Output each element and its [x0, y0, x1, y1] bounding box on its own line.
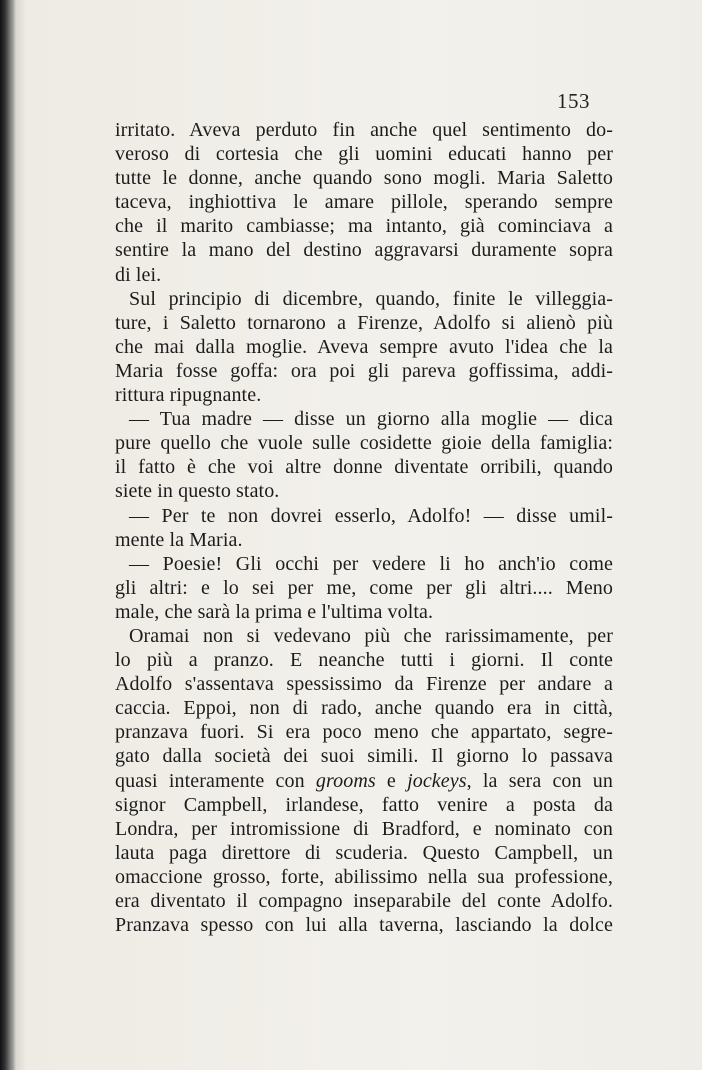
- text-line: Oramai non si vedevano più che rarissimamente, per: [129, 624, 613, 647]
- page-number: 153: [557, 89, 590, 113]
- text-line: male, che sarà la prima e l'ultima volta.: [115, 600, 434, 623]
- text-line: veroso di cortesia che gli uomini educati hanno per: [115, 143, 613, 166]
- text-line: — Per te non dovrei esserlo, Adolfo! — disse umil-: [129, 504, 613, 527]
- text-line: che il marito cambiasse; ma intanto, già cominciava a: [115, 215, 613, 238]
- text-line: gli altri: e lo sei per me, come per gli altri.... Meno: [115, 576, 613, 599]
- text-line: [115, 769, 613, 793]
- text-line: — Tua madre — disse un giorno alla moglie — dica: [129, 408, 613, 431]
- text-line: rittura ripugnante.: [115, 384, 262, 407]
- text-line: Pranzava spesso con lui alla taverna, lasciando la dolce: [115, 914, 613, 937]
- text-line: mente la Maria.: [115, 528, 243, 551]
- text-line: Maria fosse goffa: ora poi gli pareva goffissima, addi-: [115, 359, 613, 382]
- text-line: taceva, inghiottiva le amare pillole, sperando sempre: [115, 191, 613, 214]
- text-fragment: , la sera con un: [466, 769, 613, 792]
- text-line: Sul principio di dicembre, quando, finite le villeggia-: [129, 287, 613, 310]
- text-line: era diventato il compagno inseparabile del conte Adolfo.: [115, 890, 613, 912]
- text-line: signor Campbell, irlandese, fatto venire a posta da: [115, 793, 613, 816]
- text-line: di lei.: [115, 263, 162, 286]
- text-fragment: e: [375, 769, 408, 792]
- italic-word: grooms: [315, 769, 376, 792]
- text-line: che mai dalla moglie. Aveva sempre avuto l'idea che la: [115, 335, 613, 358]
- text-line: tutte le donne, anche quando sono mogli. Maria Saletto: [115, 167, 613, 190]
- text-line: Adolfo s'assentava spessissimo da Firenze per andare a: [115, 673, 613, 696]
- text-line: gato dalla società dei suoi simili. Il giorno lo passava: [115, 745, 613, 768]
- text-line: caccia. Eppoi, non di rado, anche quando era in città,: [115, 697, 613, 720]
- book-spine-shadow: [0, 0, 16, 1070]
- text-line: pranzava fuori. Si era poco meno che appartato, segre-: [115, 721, 613, 744]
- text-line: ture, i Saletto tornarono a Firenze, Adolfo si alienò più: [115, 311, 613, 334]
- text-line: irritato. Aveva perduto fin anche quel sentimento do-: [115, 119, 613, 141]
- text-line: sentire la mano del destino aggravarsi duramente sopra: [115, 239, 613, 262]
- text-line: Londra, per intromissione di Bradford, e nominato con: [115, 817, 613, 840]
- text-line: il fatto è che voi altre donne diventate orribili, quando: [115, 456, 613, 479]
- text-line: siete in questo stato.: [115, 480, 280, 503]
- text-line: lo più a pranzo. E neanche tutti i giorni. Il conte: [115, 649, 613, 672]
- text-line: pure quello che vuole sulle cosidette gioie della famiglia:: [115, 432, 613, 455]
- text-fragment: quasi interamente con: [115, 769, 316, 792]
- text-line: lauta paga direttore di scuderia. Questo Campbell, un: [115, 841, 613, 864]
- body-text: [115, 118, 613, 937]
- text-line: omaccione grosso, forte, abilissimo nella sua professione,: [115, 865, 613, 888]
- text-line: — Poesie! Gli occhi per vedere li ho anch'io come: [129, 552, 613, 575]
- italic-word: jockeys: [407, 769, 467, 792]
